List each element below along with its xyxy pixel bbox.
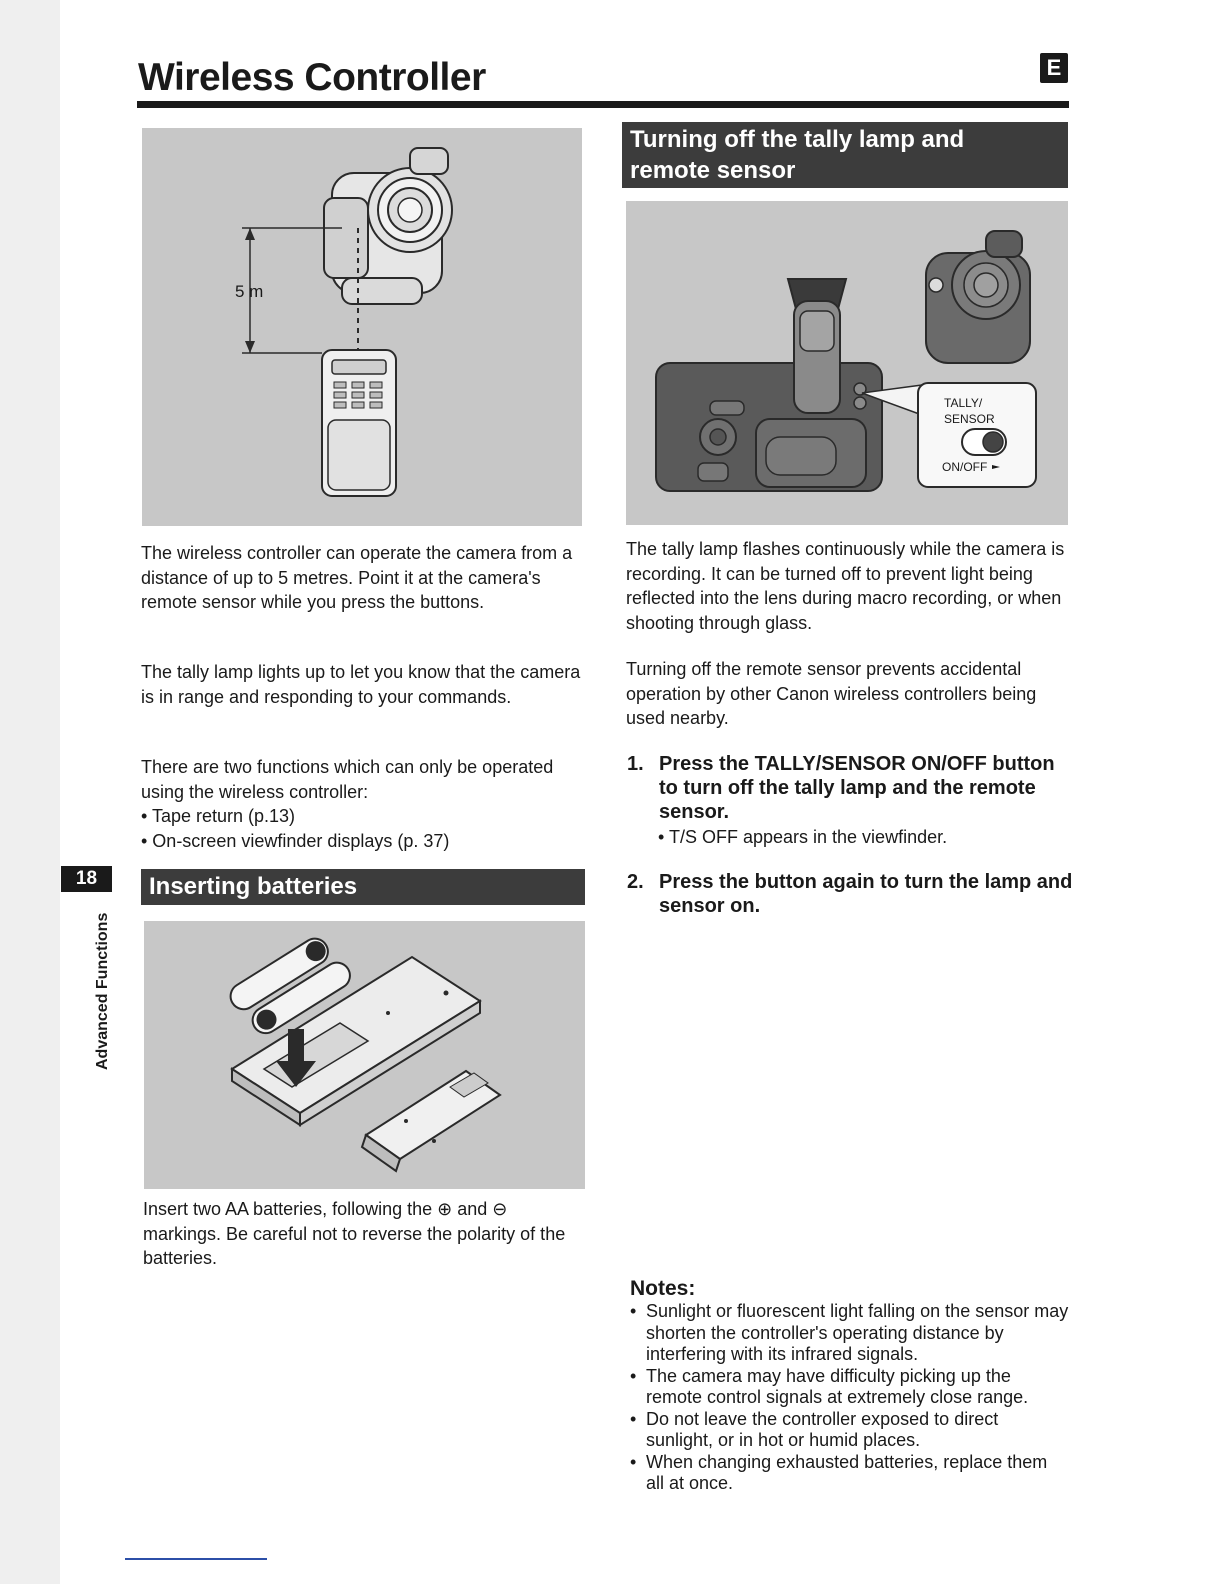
- tally-section-heading: [622, 122, 1068, 188]
- step-number: 1.: [627, 753, 644, 775]
- tally-heading-line2: remote sensor: [630, 157, 796, 184]
- tally-sensor-illustration: [626, 201, 1068, 525]
- callout-label-onoff: ON/OFF: [942, 460, 988, 474]
- functions-block: [141, 755, 581, 853]
- page-number: 18: [61, 866, 112, 892]
- functions-item: • On-screen viewfinder displays (p. 37): [141, 830, 450, 851]
- title-rule: [137, 101, 1069, 108]
- chapter-side-label: Advanced Functions: [94, 912, 111, 1070]
- note-item: • When changing exhausted batteries, replace them all at once.: [630, 1452, 1070, 1495]
- step-instruction: Press the button again to turn the lamp and sensor on.: [659, 871, 1073, 917]
- sensor-description-paragraph: Turning off the remote sensor prevents accidental operation by other Canon wireless controllers being used nearby.: [626, 659, 1037, 728]
- distance-label: 5 m: [235, 282, 264, 301]
- figure-battery-insertion: [144, 921, 585, 1189]
- notes-title: Notes:: [630, 1277, 696, 1300]
- battery-paragraph: Insert two AA batteries, following the ⊕ and ⊖ markings. Be careful not to reverse the polarity of the batteries.: [143, 1199, 566, 1268]
- battery-illustration: [144, 921, 585, 1189]
- functions-item: • Tape return (p.13): [141, 806, 296, 826]
- figure-remote-distance: [142, 128, 582, 526]
- step-2: [627, 870, 1079, 920]
- step-number: 2.: [627, 871, 644, 893]
- step-instruction: Press the TALLY/SENSOR ON/OFF button to turn off the tally lamp and the remote sensor.: [659, 753, 1055, 823]
- note-item: • Sunlight or fluorescent light falling on the sensor may shorten the controller's operating distance by interfering with its infrared signals.: [630, 1301, 1070, 1366]
- callout-label-tally: TALLY/: [944, 396, 983, 410]
- language-badge: E: [1040, 53, 1068, 83]
- tally-heading-line1: Turning off the tally lamp and: [630, 126, 965, 153]
- step-1-note: • T/S OFF appears in the viewfinder.: [658, 827, 948, 847]
- intro-paragraph: The wireless controller can operate the camera from a distance of up to 5 metres. Point it at the camera's remote sensor while you press the buttons.: [141, 543, 573, 612]
- callout-label-sensor: SENSOR: [944, 412, 995, 426]
- battery-section-heading: Inserting batteries: [141, 869, 585, 905]
- tally-paragraph: The tally lamp lights up to let you know that the camera is in range and responding to your commands.: [141, 662, 581, 707]
- footer-line: [125, 1558, 267, 1560]
- step-1: [627, 752, 1079, 832]
- tally-description-paragraph: The tally lamp flashes continuously while the camera is recording. It can be turned off to prevent light being reflected into the lens during macro recording, or when shooting through glass.: [626, 539, 1065, 633]
- functions-intro: There are two functions which can only be operated using the wireless controller:: [141, 757, 554, 802]
- notes-list: [630, 1301, 1070, 1495]
- note-item: • The camera may have difficulty picking up the remote control signals at extremely close range.: [630, 1366, 1070, 1409]
- note-item: • Do not leave the controller exposed to direct sunlight, or in hot or humid places.: [630, 1409, 1070, 1452]
- page-title: Wireless Controller: [138, 56, 486, 99]
- remote-distance-illustration: [142, 128, 582, 526]
- page-margin-shade: [0, 0, 60, 1584]
- figure-tally-sensor: [626, 201, 1068, 525]
